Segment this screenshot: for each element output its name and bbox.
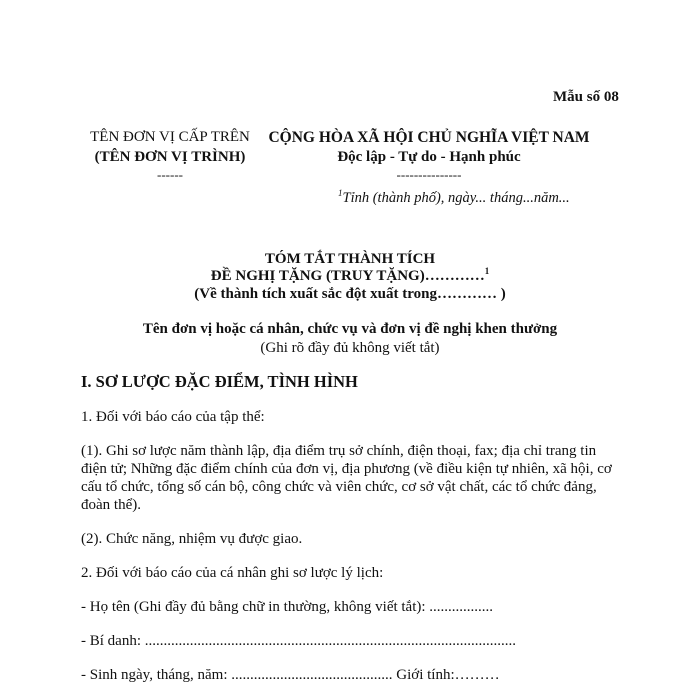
form-number: Mẫu số 08 [553,89,619,105]
document-title: TÓM TẮT THÀNH TÍCH [264,251,436,267]
place-date-text: Tỉnh (thành phố), ngày... tháng...năm... [342,190,570,206]
document-title-line2 [0,268,700,285]
footnote-marker: 1 [484,266,490,276]
field-birth-gender: - Sinh ngày, tháng, năm: ........................................... Giới tính:……… [81,667,500,683]
field-full-name: - Họ tên (Ghi đầy đủ bằng chữ in thường, không viết tắt): ................. [81,599,494,615]
motto-divider: --------------- [396,167,462,182]
section-heading: I. SƠ LƯỢC ĐẶC ĐIỂM, TÌNH HÌNH [81,372,358,391]
subject-line: Tên đơn vị hoặc cá nhân, chức vụ và đơn vị đề nghị khen thưởng [142,321,558,337]
title-line2-text: ĐỀ NGHỊ TẶNG (TRUY TẶNG)………… [210,268,485,284]
paragraph-line: điện tử; Những đặc điểm chính của đơn vị, địa phương (về điều kiện tự nhiên, xã hội, cơ [81,461,612,477]
item-individual: 2. Đối với báo cáo của cá nhân ghi sơ lược lý lịch: [81,565,384,581]
field-alias: - Bí danh: ................................................................................................... [81,633,516,649]
unit-divider: ------ [157,167,183,182]
country-name: CỘNG HÒA XÃ HỘI CHỦ NGHĨA VIỆT NAM [268,129,590,146]
paragraph-line: đoàn thể). [81,497,141,513]
motto: Độc lập - Tự do - Hạnh phúc [337,149,521,165]
document-subtitle: (Về thành tích xuất sắc đột xuất trong………… ) [194,286,506,302]
paragraph-line: (1). Ghi sơ lược năm thành lập, địa điểm trụ sở chính, điện thoại, fax; địa chỉ trang tin [81,443,597,459]
footnote-marker: 1 [338,188,343,199]
item-collective: 1. Đối với báo cáo của tập thể: [81,409,265,425]
subject-note: (Ghi rõ đầy đủ không viết tắt) [260,340,440,356]
unit-submitting: (TÊN ĐƠN VỊ TRÌNH) [94,149,246,165]
unit-superior: TÊN ĐƠN VỊ CẤP TRÊN [90,129,250,145]
place-date [338,190,570,207]
paragraph-functions: (2). Chức năng, nhiệm vụ được giao. [81,531,303,547]
paragraph-line: cấu tổ chức, tổng số cán bộ, công chức và viên chức, cơ sở vật chất, các tổ chức đảng, [81,479,597,495]
